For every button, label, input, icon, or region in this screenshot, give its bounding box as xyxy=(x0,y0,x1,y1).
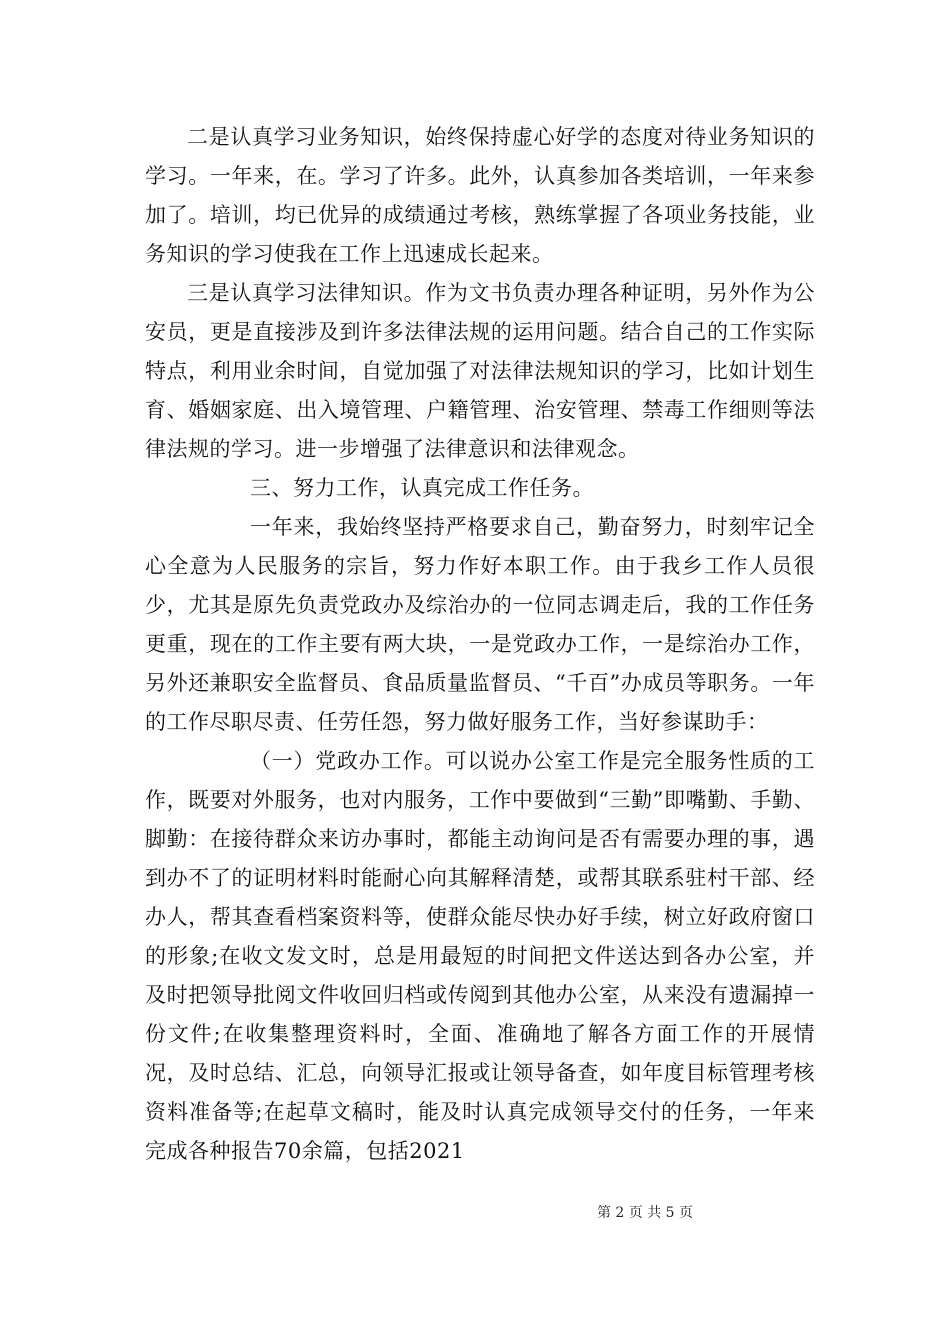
section-heading-work: 三、努力工作，认真完成工作任务。 xyxy=(250,476,594,500)
paragraph-party-office-work: （一）党政办工作。可以说办公室工作是完全服务性质的工作，既要对外服务，也对内服务，工作中要做到“三勤”即嘴勤、手勤、脚勤：在接待群众来访办事时，都能主动询问是否有需要办理的事，遇到办不了的证明材料时能耐心向其解释清楚，或帮其联系驻村干部、经办人，帮其查看档案资料等，使群众能尽快办好手续，树立好政府窗口的形象;在收文发文时，总是用最短的时间把文件送达到各办公室，并及时把领导批阅文件收回归档或传阅到其他办公室，从来没有遗漏掉一份文件;在收集整理资料时，全面、准确地了解各方面工作的开展情况，及时总结、汇总，向领导汇报或让领导备查，如年度目标管理考核资料准备等;在起草文稿时，能及时认真完成领导交付的任务，一年来完成各种报告70余篇，包括2021 xyxy=(145,749,815,1163)
paragraph-year-summary: 一年来，我始终坚持严格要求自己，勤奋努力，时刻牢记全心全意为人民服务的宗旨，努力作好本职工作。由于我乡工作人员很少，尤其是原先负责党政办及综治办的一位同志调走后，我的工作任务更重，现在的工作主要有两大块，一是党政办工作，一是综治办工作，另外还兼职安全监督员、食品质量监督员、“千百”办成员等职务。一年的工作尽职尽责、任劳任怨，努力做好服务工作，当好参谋助手： xyxy=(145,515,815,734)
paragraph-legal-knowledge: 三是认真学习法律知识。作为文书负责办理各种证明，另外作为公安员，更是直接涉及到许多法律法规的运用问题。结合自己的工作实际特点，利用业余时间，自觉加强了对法律法规知识的学习，比如计划生育、婚姻家庭、出入境管理、户籍管理、治安管理、禁毒工作细则等法律法规的学习。进一步增强了法律意识和法律观念。 xyxy=(145,281,815,461)
paragraph-business-knowledge: 二是认真学习业务知识，始终保持虚心好学的态度对待业务知识的学习。一年来，在。学习了许多。此外，认真参加各类培训，一年来参加了。培训，均已优异的成绩通过考核，熟练掌握了各项业务技能，业务知识的学习使我在工作上迅速成长起来。 xyxy=(145,125,815,266)
page-number-footer: 第 2 页 共 5 页 xyxy=(596,1205,694,1221)
document-body xyxy=(145,118,815,1171)
